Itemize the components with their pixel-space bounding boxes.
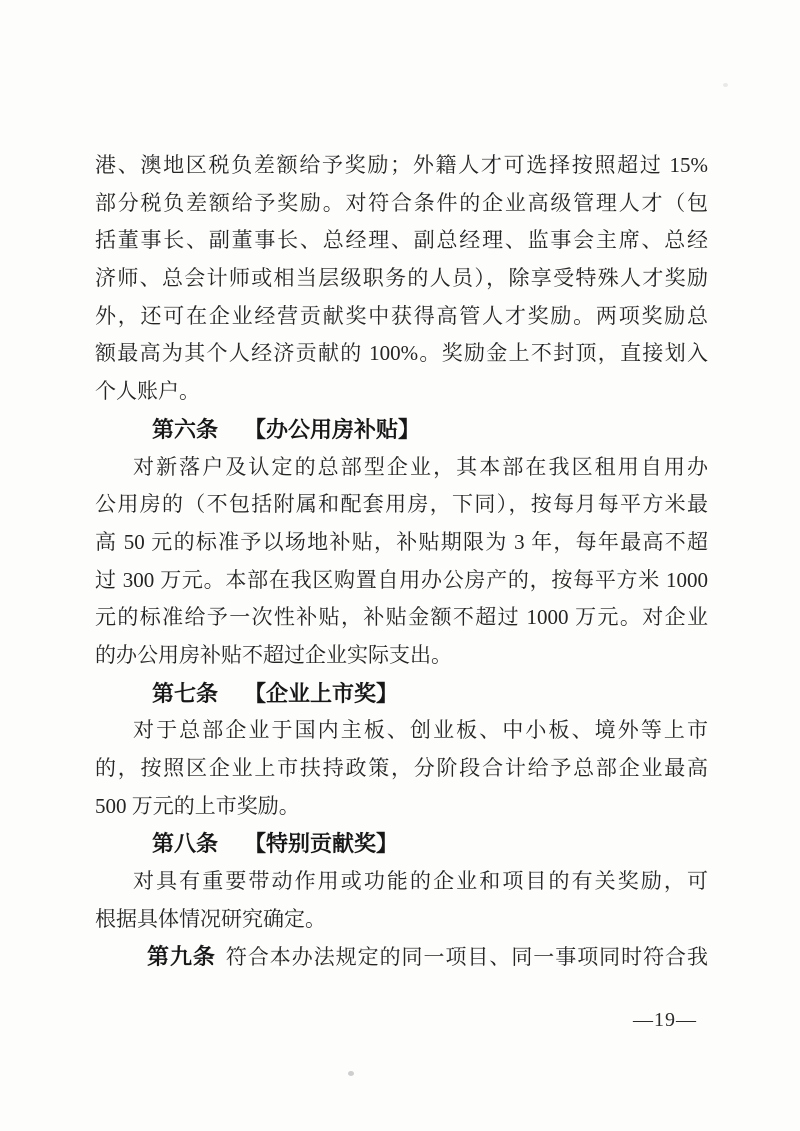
article-title: 【办公用房补贴】 (244, 416, 421, 442)
article-heading (95, 675, 708, 713)
document-line: 括董事长、副董事长、总经理、副总经理、监事会主席、总经 (95, 228, 708, 253)
article-number: 第九条 (147, 944, 216, 970)
article-number: 第六条 (152, 416, 219, 442)
article-heading (95, 825, 708, 863)
document-line: 的办公用房补贴不超过企业实际支出。 (95, 642, 452, 667)
document-line: 外，还可在企业经营贡献奖中获得高管人才奖励。两项奖励总 (95, 303, 708, 328)
page-content (95, 147, 708, 976)
document-line: 元的标准给予一次性补贴，补贴金额不超过 1000 万元。对企业 (95, 605, 708, 630)
article-title: 【特别贡献奖】 (244, 831, 399, 857)
document-line: 部分税负差额给予奖励。对符合条件的企业高级管理人才（包 (95, 190, 708, 215)
document-line: 济师、总会计师或相当层级职务的人员），除享受特殊人才奖励 (95, 266, 708, 291)
document-line: 对具有重要带动作用或功能的企业和项目的有关奖励，可 (133, 869, 708, 894)
document-line: 对新落户及认定的总部型企业，其本部在我区租用自用办 (133, 454, 708, 479)
document-line: 个人账户。 (95, 379, 200, 404)
scan-artifact (723, 83, 728, 87)
article-heading (95, 411, 708, 449)
document-line (95, 938, 708, 976)
document-line: 港、澳地区税负差额给予奖励；外籍人才可选择按照超过 15% (95, 153, 708, 177)
document-line-text: 符合本办法规定的同一项目、同一事项同时符合我 (225, 945, 708, 970)
document-line: 过 300 万元。本部在我区购置自用办公房产的，按每平方米 1000 (95, 567, 708, 592)
document-line: 的，按照区企业上市扶持政策，分阶段合计给予总部企业最高 (95, 756, 708, 780)
document-line: 对于总部企业于国内主板、创业板、中小板、境外等上市 (133, 718, 708, 743)
document-line: 高 50 元的标准予以场地补贴，补贴期限为 3 年，每年最高不超 (95, 529, 708, 554)
article-number: 第七条 (152, 680, 219, 706)
document-line: 公用房的（不包括附属和配套用房，下同），按每月每平方米最 (95, 492, 708, 517)
document-line: 根据具体情况研究确定。 (95, 906, 326, 931)
document-line: 500 万元的上市奖励。 (95, 793, 300, 818)
article-title: 【企业上市奖】 (244, 680, 399, 706)
page-number: —19— (633, 1009, 697, 1031)
article-number: 第八条 (152, 831, 219, 857)
scan-artifact (348, 1071, 354, 1076)
document-line: 额最高为其个人经济贡献的 100%。奖励金上不封顶，直接划入 (95, 341, 708, 366)
